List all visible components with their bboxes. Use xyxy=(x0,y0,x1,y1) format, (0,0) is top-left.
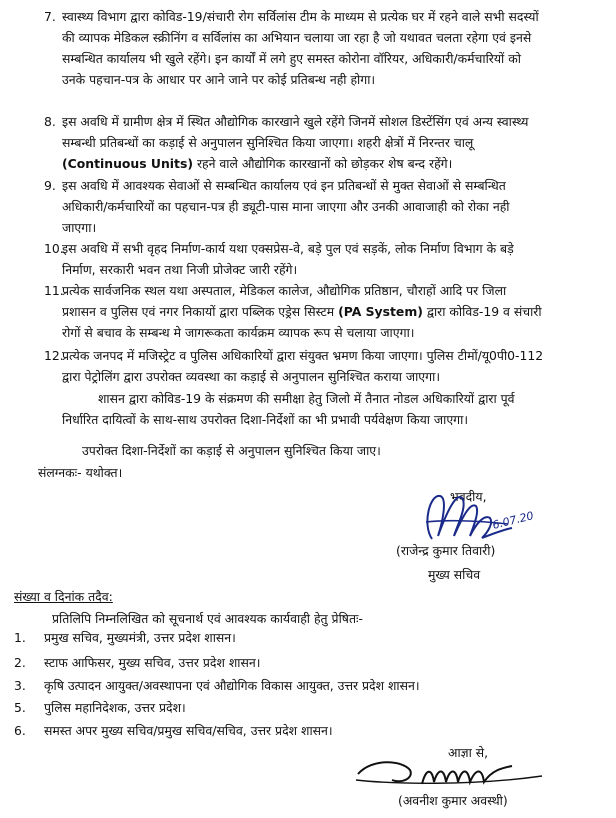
cc-heading: संख्या व दिनांक तदैव: xyxy=(14,589,113,604)
item-line: की व्यापक मेडिकल स्क्रीनिंग व सर्विलांस का अभियान चलाया जा रहा है जो यथावत चलता रहेगा एवं इनसे xyxy=(62,30,532,45)
cc-intro: प्रतिलिपि निम्नलिखित को सूचनार्थ एवं आवश्यक कार्यवाही हेतु प्रेषितः- xyxy=(52,611,363,626)
item-line: प्रत्येक सार्वजनिक स्थल यथा अस्पताल, मेडिकल कालेज, औद्योगिक प्रतिष्ठान, चौराहों आदि पर जिला xyxy=(62,283,507,298)
item-line: सम्बन्धी प्रतिबन्धों का कड़ाई से अनुपालन सुनिश्चित किया जाएगा। शहरी क्षेत्रों में निरन्तर चालू xyxy=(62,135,474,150)
list-item-10 xyxy=(44,238,582,280)
cc-recipient: कृषि उत्पादन आयुक्त/अवस्थापना एवं औद्योगिक विकास आयुक्त, उत्तर प्रदेश शासन। xyxy=(44,678,420,693)
item-number: 7. xyxy=(44,9,56,24)
cc-number: 6. xyxy=(14,723,26,738)
closing-para-line-2: निर्धारित दायित्वों के साथ-साथ उपरोक्त दिशा-निर्देशों का भी प्रभावी पर्यवेक्षण किया जाएगा। xyxy=(62,412,469,427)
salutation: भवदीय, xyxy=(450,489,487,504)
list-item-12 xyxy=(44,345,582,387)
item-line: जाएगा। xyxy=(62,220,97,235)
cc-number: 1. xyxy=(14,630,26,645)
item-line: द्वारा पेट्रोलिंग द्वारा उपरोक्त व्यवस्था का कड़ाई से अनुपालन सुनिश्चित कराया जाएगा। xyxy=(62,369,441,384)
item-line: उनके पहचान-पत्र के आधार पर आने जाने पर कोई प्रतिबन्ध नही होगा। xyxy=(62,72,376,87)
item-line: सम्बन्धित कार्यालय भी खुले रहेंगे। इन कार्यों में लगे हुए समस्त कोरोना वॉरियर, अधिकारी/कर्मचारियों को xyxy=(62,51,521,66)
compliance-line: उपरोक्त दिशा-निर्देशों का कड़ाई से अनुपालन सुनिश्चित किया जाए। xyxy=(82,443,381,458)
list-item-11 xyxy=(44,280,582,343)
signatory-name: (राजेन्द्र कुमार तिवारी) xyxy=(396,543,496,558)
signatory-2-name: (अवनीश कुमार अवस्थी) xyxy=(398,793,508,808)
list-item-7 xyxy=(44,6,582,90)
item-number: 10. xyxy=(44,241,64,256)
signatory-designation: मुख्य सचिव xyxy=(428,567,481,582)
enclosure-line: संलग्नकः- यथोक्त। xyxy=(38,465,123,480)
signature-acs-home xyxy=(352,754,552,794)
cc-recipient: स्टाफ आफिसर, मुख्य सचिव, उत्तर प्रदेश शासन। xyxy=(44,655,261,670)
item-line: निर्माण, सरकारी भवन तथा निजी प्रोजेक्ट जारी रहेंगे। xyxy=(62,262,298,277)
item-line: प्रत्येक जनपद में मजिस्ट्रेट व पुलिस अधिकारियों द्वारा संयुक्त भ्रमण किया जाएगा। पुलिस टीमों/यू0पी0-112 xyxy=(62,348,544,363)
item-number: 9. xyxy=(44,178,56,193)
cc-recipient: प्रमुख सचिव, मुख्यमंत्री, उत्तर प्रदेश शासन। xyxy=(44,630,236,645)
item-number: 8. xyxy=(44,114,56,129)
item-line: प्रशासन व पुलिस एवं नगर निकायों द्वारा पब्लिक एड्रेस सिस्टम (PA System) द्वारा कोविड-19 व संचारी xyxy=(62,304,542,319)
item-line: इस अवधि में सभी वृहद निर्माण-कार्य यथा एक्सप्रेस-वे, बड़े पुल एवं सड़कें, लोक निर्माण विभाग के बड़े xyxy=(62,241,514,256)
order-line: आज्ञा से, xyxy=(448,745,489,760)
cc-number: 5. xyxy=(14,700,26,715)
bold-phrase: (PA System) xyxy=(338,304,423,319)
handwritten-date: 6.07.20 xyxy=(491,509,535,532)
item-line: रोगों से बचाव के सम्बन्ध मे जागरूकता कार्यक्रम व्यापक रूप से चलाया जाएगा। xyxy=(62,325,415,340)
cc-recipient: पुलिस महानिदेशक, उत्तर प्रदेश। xyxy=(44,700,186,715)
item-line: स्वास्थ्य विभाग द्वारा कोविड-19/संचारी रोग सर्विलांस टीम के माध्यम से प्रत्येक घर में रहने वाले सभी सदस्यों xyxy=(62,9,539,24)
cc-recipient: समस्त अपर मुख्य सचिव/प्रमुख सचिव/सचिव, उत्तर प्रदेश शासन। xyxy=(44,723,333,738)
list-item-8 xyxy=(44,111,582,174)
item-number: 12. xyxy=(44,348,64,363)
item-line: इस अवधि में ग्रामीण क्षेत्र में स्थित औद्योगिक कारखाने खुले रहेंगे जिनमें सोशल डिस्टेंसिंग एवं अन्य स्वास्थ्य xyxy=(62,114,529,129)
item-line: अधिकारी/कर्मचारियों का पहचान-पत्र ही ड्यूटी-पास माना जाएगा और उनकी आवाजाही को रोका नही xyxy=(62,199,510,214)
closing-para-line-1: शासन द्वारा कोविड-19 के संक्रमण की समीक्षा हेतु जिलो में तैनात नोडल अधिकारियों द्वारा पूर्व xyxy=(98,391,515,406)
bold-phrase: (Continuous Units) xyxy=(62,156,194,171)
cc-number: 3. xyxy=(14,678,26,693)
list-item-9 xyxy=(44,175,582,238)
item-line: (Continuous Units) रहने वाले औद्योगिक कारखानों को छोड़कर शेष बन्द रहेंगे। xyxy=(62,156,453,171)
cc-number: 2. xyxy=(14,655,26,670)
item-line: इस अवधि में आवश्यक सेवाओं से सम्बन्धित कार्यालय एवं इन प्रतिबन्धों से मुक्त सेवाओं से सम्बन्धित xyxy=(62,178,506,193)
item-number: 11. xyxy=(44,283,64,298)
